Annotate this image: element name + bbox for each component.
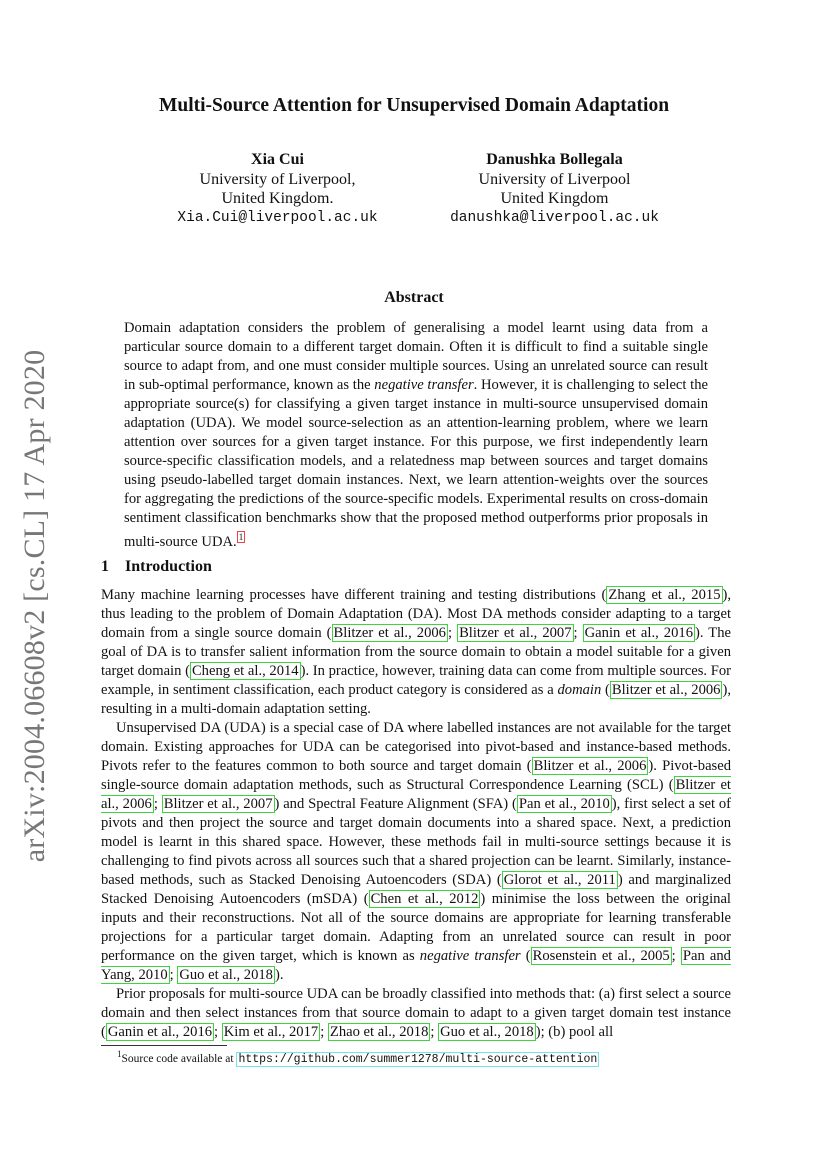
author-name: Danushka Bollegala (486, 151, 623, 168)
citation-link[interactable]: Guo et al., 2018 (179, 967, 273, 983)
citation-link[interactable]: Blitzer et al., 2006 (611, 682, 721, 698)
text-run: ); (b) pool all (535, 1024, 614, 1040)
citation-link[interactable]: Blitzer et al., 2006 (101, 777, 731, 812)
abstract-heading: Abstract (384, 289, 444, 306)
body-text (101, 586, 731, 1042)
author-block-2 (427, 150, 682, 228)
author-affiliation: University of Liverpool (478, 170, 631, 188)
citation-link[interactable]: Cheng et al., 2014 (191, 663, 299, 679)
footnote-link[interactable]: 1 (238, 532, 244, 542)
abstract-text (124, 319, 708, 552)
citation-link[interactable]: Pan and Yang, 2010 (101, 948, 731, 983)
text-run: Prior proposals for multi-source UDA can be broadly classified into methods that: (a) first select a source domain and then select instances from that source domain to adapt to a given target domain test instance ( (101, 986, 731, 1040)
abstract-part: Domain adaptation considers the problem of generalising a model learnt using data from a particular source domain to a different target domain. Often it is difficult to find a suitable single source to adapt from, and one must consider multiple sources. Using an unrelated source can result in sub-optimal performance, known as the (124, 320, 708, 393)
author-email: danushka@liverpool.ac.uk (450, 209, 659, 226)
text-run: ). The goal of DA is to transfer salient information from the source domain to obtain a model suitable for a given target domain ( (101, 625, 731, 679)
section-title: Introduction (125, 558, 212, 575)
author-name: Xia Cui (251, 151, 304, 168)
text-run: ) and marginalized Stacked Denoising Autoencoders (mSDA) ( (101, 872, 731, 907)
footnote (117, 1049, 599, 1066)
citation-link[interactable]: Rosenstein et al., 2005 (532, 948, 670, 964)
citation-link[interactable]: Blitzer et al., 2007 (163, 796, 273, 812)
paragraph: Prior proposals for multi-source UDA can be broadly classified into methods that: (a) first select a source domain and then select instances from that source domain to adapt to a given target domain test instance ( Ganin et al., 2016 ; Kim et al., 2017 ; Zhao et al., 2018 ; Guo et al., 2018 ); (b) pool all (101, 986, 731, 1040)
section-number: 1 (101, 558, 109, 575)
text-run: Many machine learning processes have different training and testing distributions ( (101, 587, 607, 603)
citation-link[interactable]: Zhao et al., 2018 (329, 1024, 429, 1040)
abstract-part: . However, it is challenging to select the appropriate source(s) for classifying a given target instance in multi-source unsupervised domain adaptation (UDA). We model source-selection as an attention-learning problem, where we learn attention over sources for a given target instance. For this purpose, we first independently learn source-specific classification models, and a relatedness map between sources and target domains using pseudo-labelled target domain instances. Next, we learn attention-weights over the sources for aggregating the predictions of the source-specific models. Experimental results on cross-domain sentiment classification benchmarks show that the proposed method outperforms prior proposals in multi-source UDA. (124, 377, 708, 550)
text-run: ). (274, 967, 284, 983)
emphasis: negative transfer (419, 948, 521, 964)
arxiv-sidebar-stamp (15, 349, 55, 863)
citation-link[interactable]: Ganin et al., 2016 (584, 625, 693, 641)
section-heading (101, 558, 212, 576)
citation-link[interactable]: Blitzer et al., 2006 (533, 758, 647, 774)
author-country: United Kingdom (500, 190, 609, 207)
text-run: ). In practice, however, training data can come from multiple sources. For example, in sentiment classification, each product category is considered as a (101, 663, 731, 698)
author-country: United Kingdom. (221, 190, 334, 207)
citation-link[interactable]: Blitzer et al., 2007 (459, 625, 572, 641)
text-run: ) minimise the loss between the original inputs and their reconstructions. Not all of the source domains are appropriate for learning transferable projections for a particular target domain. Adapting from an unrelated source can result in poor performance on the given target, which is known as (101, 891, 731, 964)
paper-title: Multi-Source Attention for Unsupervised Domain Adaptation (158, 95, 670, 116)
citation-link[interactable]: Guo et al., 2018 (440, 1024, 534, 1040)
footnote-mark: 1 (117, 1049, 122, 1059)
citation-link[interactable]: Ganin et al., 2016 (107, 1024, 213, 1040)
emphasis: domain (557, 682, 602, 698)
arxiv-id: arXiv:2004.06608v2 [cs.CL] 17 Apr 2020 (18, 349, 51, 863)
text-run: ). Pivot-based single-source domain adaptation methods, such as Structural Correspondence Learning (SCL) ( (101, 758, 731, 793)
paragraph: Many machine learning processes have different training and testing distributions ( Zhang et al., 2015 ), thus leading to the problem of Domain Adaptation (DA). Most DA methods consider adapting to a target domain from a single source domain ( Blitzer et al., 2006 ; Blitzer et al., 2007 ; Ganin et al., 2016 ). The goal of DA is to transfer salient information from the source domain to obtain a model suitable for a given target domain ( Cheng et al., 2014 ). In practice, however, training data can come from multiple sources. For example, in sentiment classification, each product category is considered as a domain ( Blitzer et al., 2006 ), resulting in a multi-domain adaptation setting. (101, 587, 732, 717)
text-run: Unsupervised DA (UDA) is a special case of DA where labelled instances are not available for the target domain. Existing approaches for UDA can be categorised into pivot-based and instance-based methods. Pivots refer to the features common to both source and target domain ( (101, 720, 731, 774)
citation-link[interactable]: Blitzer et al., 2006 (333, 625, 446, 641)
footnote-url-link[interactable]: https://github.com/summer1278/multi-source-attention (238, 1052, 598, 1066)
footnote-divider (101, 1045, 227, 1046)
paragraph: Unsupervised DA (UDA) is a special case of DA where labelled instances are not available for the target domain. Existing approaches for UDA can be categorised into pivot-based and instance-based methods. Pivots refer to the features common to both source and target domain ( Blitzer et al., 2006 ). Pivot-based single-source domain adaptation methods, such as Structural Correspondence Learning (SCL) ( Blitzer et al., 2006 ; Blitzer et al., 2007 ) and Spectral Feature Alignment (SFA) ( Pan et al., 2010 ), first select a set of pivots and then project the source and target domain documents into a shared space. Next, a prediction model is learnt in this shared space. However, these methods fail in multi-source settings because it is challenging to find pivots across all sources such that a shared projection can be learnt. Similarly, instance-based methods, such as Stacked Denoising Autoencoders (SDA) ( Glorot et al., 2011 ) and marginalized Stacked Denoising Autoencoders (mSDA) ( Chen et al., 2012 ) minimise the loss between the original inputs and their reconstructions. Not all of the source domains are appropriate for learning transferable projections for a particular target domain. Adapting from an unrelated source can result in poor performance on the given target, which is known as negative transfer ( Rosenstein et al., 2005 ; Pan and Yang, 2010 ; Guo et al., 2018 ). (101, 720, 732, 983)
text-run: ) and Spectral Feature Alignment (SFA) ( (274, 796, 517, 812)
text-run: ), thus leading to the problem of Domain Adaptation (DA). Most DA methods consider adapting to a target domain from a single source domain ( (101, 587, 732, 641)
citation-link[interactable]: Kim et al., 2017 (223, 1024, 319, 1040)
citation-link[interactable]: Chen et al., 2012 (370, 891, 479, 907)
citation-link[interactable]: Pan et al., 2010 (518, 796, 610, 812)
text-run: ( (520, 948, 531, 964)
citation-link[interactable]: Zhang et al., 2015 (608, 587, 721, 603)
text-run: ( (601, 682, 610, 698)
abstract-emphasis: negative transfer (374, 377, 474, 393)
footnote-text: Source code available at (121, 1052, 237, 1065)
text-run: ), resulting in a multi-domain adaptation setting. (101, 682, 731, 717)
author-block-1 (160, 150, 395, 228)
author-affiliation: University of Liverpool, (199, 170, 356, 188)
citation-link[interactable]: Glorot et al., 2011 (503, 872, 616, 888)
author-email: Xia.Cui@liverpool.ac.uk (177, 209, 378, 226)
text-run: ), first select a set of pivots and then project the source and target domain documents into a shared space. Next, a prediction model is learnt in this shared space. However, these methods fail in multi-source settings because it is challenging to find pivots across all sources such that a shared projection can be learnt. Similarly, instance-based methods, such as Stacked Denoising Autoencoders (SDA) ( (101, 796, 732, 888)
